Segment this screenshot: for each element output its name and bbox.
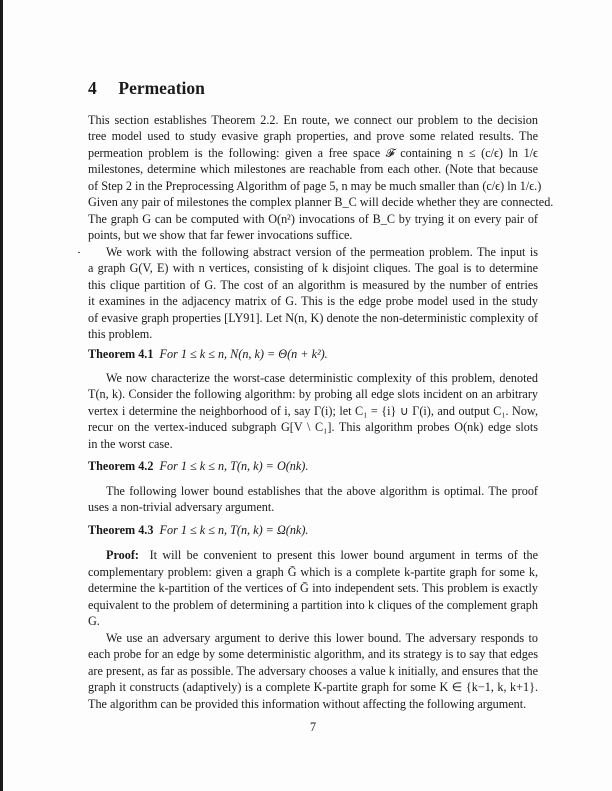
proof-label: Proof:: [106, 548, 139, 562]
body-line: this clique partition of G. The cost of an algorithm is measured by the number of entries: [88, 278, 538, 292]
body-line: We now characterize the worst-case deterministic complexity of this problem, denoted: [106, 371, 538, 385]
body-line: determine the k-partition of the vertices of Ḡ into independent sets. This problem is exactly: [88, 581, 538, 595]
body-line: recur on the vertex-induced subgraph G[V \ C₁]. This algorithm probes O(nk) edge slots: [88, 420, 538, 434]
body-line: uses a non-trivial adversary argument.: [88, 500, 275, 514]
body-line: We use an adversary argument to derive this lower bound. The adversary responds to: [106, 631, 538, 645]
body-line: tree model used to study evasive graph properties, and prove some related results. The: [88, 129, 538, 143]
body-line: points, but we show that far fewer invocations suffice.: [88, 228, 353, 242]
theorem-statement: For 1 ≤ k ≤ n, T(n, k) = O(nk).: [159, 459, 309, 473]
body-line: each probe for an edge by some deterministic algorithm, and its strategy is to say that edges: [88, 647, 538, 661]
body-line: this problem.: [88, 327, 153, 341]
theorem-label: Theorem 4.3: [88, 523, 154, 537]
scan-border: [0, 0, 3, 791]
section-number: 4: [88, 78, 97, 98]
body-line: are present, as far as possible. The adversary chooses a value k initially, and ensures that the: [88, 664, 538, 678]
body-line: We work with the following abstract version of the permeation problem. The input is: [106, 245, 538, 259]
body-line: Given any pair of milestones the complex planner B_C will decide whether they are connected.: [88, 195, 554, 209]
theorem-4-1: [88, 346, 538, 362]
section-title: Permeation: [118, 78, 205, 98]
body-line: T(n, k). Consider the following algorithm: by probing all edge slots incident on an arbitrary: [88, 387, 538, 401]
section-heading: [88, 78, 205, 99]
theorem-label: Theorem 4.2: [88, 459, 154, 473]
theorem-4-3: [88, 522, 538, 538]
body-line: milestones, determine which milestones are reachable from each other. (Note that because: [88, 162, 538, 176]
body-line: it examines in the adjacency matrix of G. This is the edge probe model used in the study: [88, 294, 538, 308]
page-number: 7: [309, 720, 317, 734]
body-line: The graph G can be computed with O(n²) invocations of B_C by trying it on every pair of: [88, 212, 538, 226]
scan-speck: [78, 252, 80, 253]
theorem-label: Theorem 4.1: [88, 347, 154, 361]
body-line: graph it constructs (adaptively) is a complete K-partite graph for some K ∈ {k−1, k, k+1}.: [88, 680, 538, 694]
body-line: permeation problem is the following: given a free space 𝓕 containing n ≤ (c/ϵ) ln 1/ϵ: [88, 146, 538, 160]
body-line: This section establishes Theorem 2.2. En route, we connect our problem to the decision: [88, 113, 538, 127]
body-line: of Step 2 in the Preprocessing Algorithm of page 5, n may be much smaller than (c/ϵ) ln 1/ϵ.): [88, 179, 542, 193]
body-line: of evasive graph properties [LY91]. Let N(n, K) denote the non-deterministic complexity of: [88, 311, 538, 325]
body-line: equivalent to the problem of determining a partition into k cliques of the complement graph: [88, 598, 538, 612]
theorem-4-2: [88, 458, 538, 474]
body-line: complementary problem: given a graph Ḡ which is a complete k-partite graph for some k,: [88, 565, 538, 579]
theorem-statement: For 1 ≤ k ≤ n, T(n, k) = Ω(nk).: [159, 523, 309, 537]
body-line: a graph G(V, E) with n vertices, consisting of k disjoint cliques. The goal is to determine: [88, 261, 538, 275]
body-line: The algorithm can be provided this information without affecting the following argument.: [88, 697, 527, 711]
body-line: in the worst case.: [88, 437, 173, 451]
body-line: vertex i determine the neighborhood of i, say Γ(i); let C₁ = {i} ∪ Γ(i), and output C₁. Now,: [88, 404, 538, 418]
theorem-statement: For 1 ≤ k ≤ n, N(n, k) = Θ(n + k²).: [159, 347, 328, 361]
proof-line: [88, 547, 538, 563]
body-line: The following lower bound establishes that the above algorithm is optimal. The proof: [106, 484, 538, 498]
body-line: G.: [88, 614, 100, 628]
proof-text: It will be convenient to present this lower bound argument in terms of the: [149, 548, 539, 562]
